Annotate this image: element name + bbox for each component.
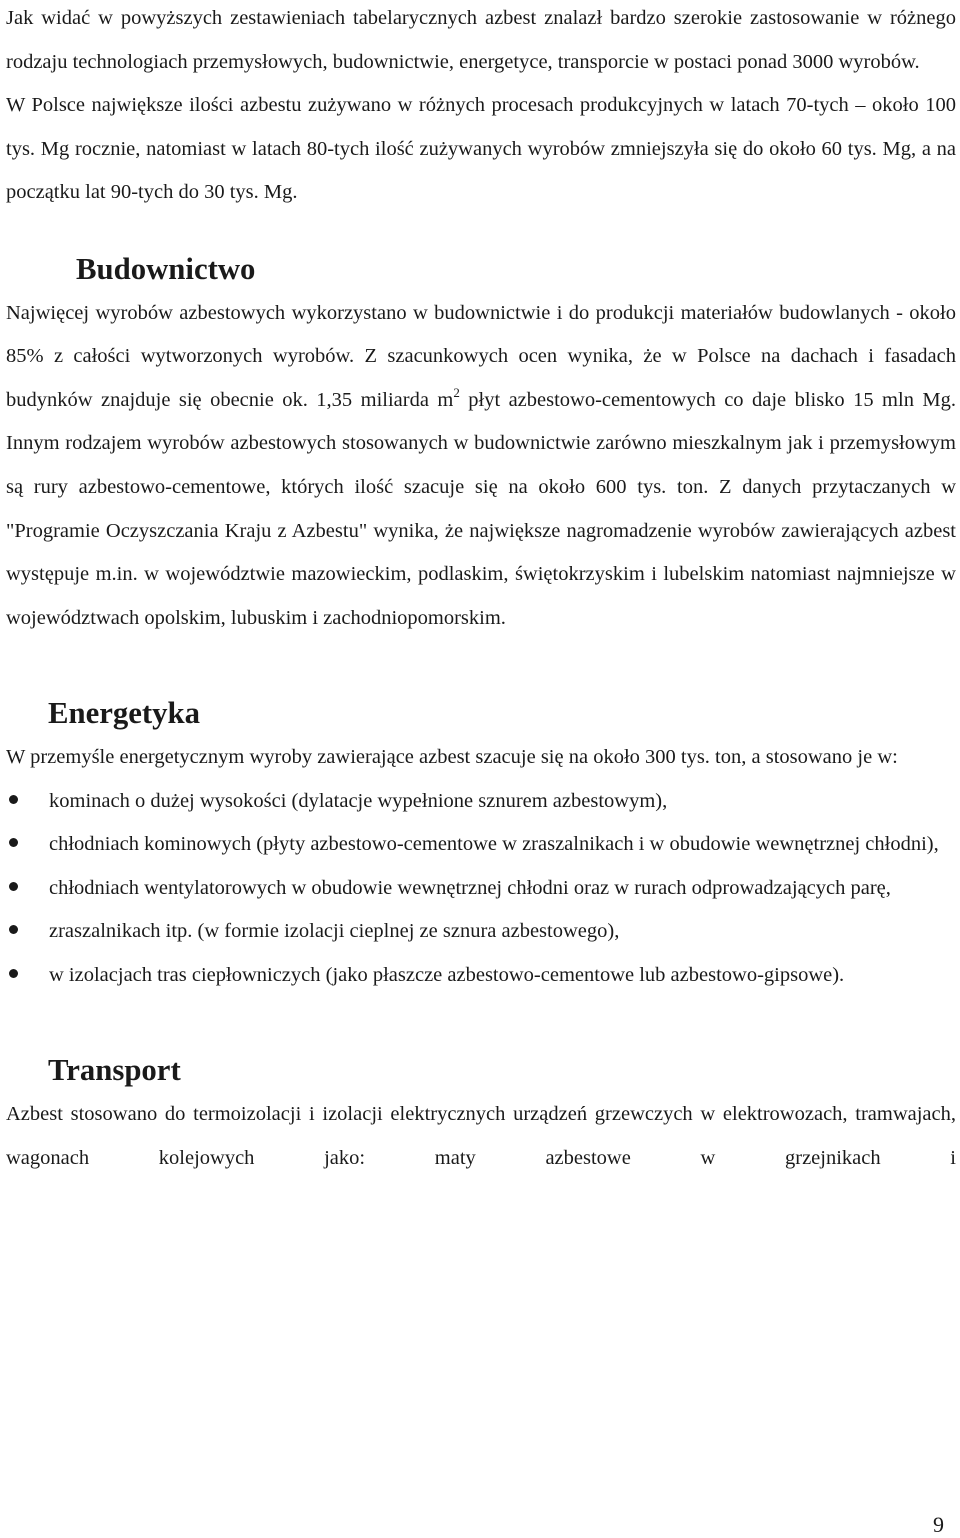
bullet-icon [9, 882, 18, 891]
page-number: 9 [933, 1512, 944, 1537]
list-item-text: zraszalnikach itp. (w formie izolacji cieplnej ze sznura azbestowego), [49, 920, 620, 943]
budownictwo-paragraph [6, 292, 956, 641]
intro-paragraph-2: W Polsce największe ilości azbestu zużywano w różnych procesach produkcyjnych w latach 70-tych – około 100 tys. Mg rocznie, natomiast w latach 80-tych ilość zużywanych wyrobów zmniejszyła się do około 60 tys. Mg, a na początku lat 90-tych do 30 tys. Mg. [6, 94, 956, 204]
document-page [6, 0, 956, 1180]
energetyka-intro: W przemyśle energetycznym wyroby zawierające azbest szacuje się na około 300 tys. ton, a stosowano je w: [6, 745, 898, 768]
list-item [6, 823, 956, 867]
bullet-icon [9, 838, 18, 847]
list-item [6, 910, 956, 954]
transport-paragraph: Azbest stosowano do termoizolacji i izolacji elektrycznych urządzeń grzewczych w elektrowozach, tramwajach, wagonach kolejowych jako: maty azbestowe w grzejnikach i [6, 1103, 956, 1169]
intro-paragraph: Jak widać w powyższych zestawieniach tabelarycznych azbest znalazł bardzo szerokie zastosowanie w różnego rodzaju technologiach przemysłowych, budownictwie, energetyce, transporcie w postaci ponad 3000 wyrobów. [6, 7, 956, 73]
list-item [6, 780, 956, 824]
bullet-icon [9, 925, 18, 934]
list-item-text: chłodniach kominowych (płyty azbestowo-cementowe w zraszalnikach i w obudowie wewnętrznej chłodni), [49, 833, 939, 856]
bullet-icon [9, 795, 18, 804]
energetyka-list [6, 780, 956, 998]
superscript-2: 2 [453, 384, 460, 400]
list-item [6, 954, 956, 998]
list-item-text: w izolacjach tras ciepłowniczych (jako płaszcze azbestowo-cementowe lub azbestowo-gipsowe). [49, 963, 845, 986]
bullet-icon [9, 969, 18, 978]
list-item-text: chłodniach wentylatorowych w obudowie wewnętrznej chłodni oraz w rurach odprowadzających parę, [49, 876, 891, 899]
budownictwo-text-1: Najwięcej wyrobów azbestowych wykorzystano w budownictwie i do produkcji materiałów budowlanych - około 85% z całości wytworzonych wyrobów. Z szacunkowych ocen wynika, że w Polsce na dachach i fasadach budynków znajduje się obecnie ok. 1,35 miliarda m [6, 301, 956, 411]
budownictwo-text-2: płyt azbestowo-cementowych co daje blisko 15 mln Mg. Innym rodzajem wyrobów azbestowych stosowanych w budownictwie zarówno mieszkalnym jak i przemysłowym są rury azbestowo-cementowe, których ilość szacuje się na około 600 tys. ton. Z danych przytaczanych w "Programie Oczyszczania Kraju z Azbestu" wynika, że największe nagromadzenie wyrobów zawierających azbest występuje m.in. w województwie mazowieckim, podlaskim, świętokrzyskim i lubelskim natomiast najmniejsze w województwach opolskim, lubuskim i zachodniopomorskim. [6, 388, 956, 629]
heading-energetyka: Energetyka [48, 696, 201, 731]
heading-budownictwo: Budownictwo [76, 251, 256, 286]
heading-transport: Transport [48, 1053, 181, 1088]
list-item-text: kominach o dużej wysokości (dylatacje wypełnione sznurem azbestowym), [49, 789, 668, 812]
list-item [6, 867, 956, 911]
